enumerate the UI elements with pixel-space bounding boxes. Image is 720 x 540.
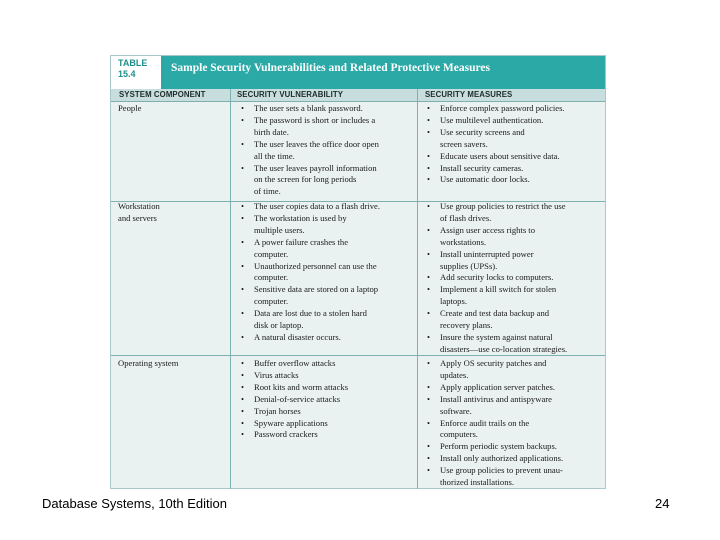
measure-item-text: Use multilevel authentication. — [440, 114, 544, 125]
measure-item — [425, 225, 603, 249]
measure-item-text: Insure the system against natural — [440, 331, 553, 342]
component-label-line: People — [118, 103, 142, 113]
bullet-icon: • — [427, 162, 431, 173]
measure-item — [425, 332, 603, 356]
measure-item-text: Use group policies to prevent unau- — [440, 465, 563, 476]
component-label-line: Workstation — [118, 201, 160, 211]
bullet-icon: • — [241, 308, 245, 319]
measure-item-text: Enforce audit trails on the — [440, 417, 530, 428]
vulnerability-item-text: A natural disaster occurs. — [254, 331, 341, 342]
measure-item-text: laptops. — [440, 296, 467, 307]
measure-item-text: supplies (UPSs). — [440, 260, 498, 271]
measure-item-text: Use security screens and — [440, 126, 525, 137]
vulnerability-item-text: The workstation is used by — [254, 212, 347, 223]
bullet-icon: • — [427, 272, 431, 283]
vulnerability-item — [239, 406, 415, 418]
vulnerability-item — [239, 418, 415, 430]
bullet-icon: • — [241, 331, 245, 342]
bullet-icon: • — [241, 381, 245, 392]
footer-book-title: Database Systems, 10th Edition — [42, 496, 227, 511]
component-label-line: Operating system — [118, 358, 179, 368]
vulnerability-item-text: Data are lost due to a stolen hard — [254, 308, 367, 319]
column-header-measures: SECURITY MEASURES — [425, 90, 513, 99]
bullet-icon: • — [241, 212, 245, 223]
bullet-icon: • — [427, 441, 431, 452]
vulnerability-item-text: The password is short or includes a — [254, 114, 376, 125]
vulnerability-item-text: A power failure crashes the — [254, 236, 349, 247]
row-people-vulnerabilities — [239, 103, 415, 198]
measure-item — [425, 418, 603, 442]
security-table — [110, 55, 606, 489]
row-os-vulnerabilities — [239, 358, 415, 441]
bullet-icon: • — [427, 393, 431, 404]
measure-item-text: screen savers. — [440, 138, 488, 149]
vulnerability-item-list — [239, 103, 415, 198]
table-number-value: 15.4 — [118, 69, 136, 79]
page-number: 24 — [655, 496, 670, 511]
vulnerability-item — [239, 139, 415, 163]
measure-item — [425, 201, 603, 225]
measure-item — [425, 382, 603, 394]
measure-item-text: Apply OS security patches and — [440, 358, 547, 368]
vulnerability-item — [239, 284, 415, 308]
column-header-row — [111, 89, 605, 102]
row-workstation-component — [118, 201, 226, 225]
measure-item-text: Implement a kill switch for stolen — [440, 284, 557, 295]
bullet-icon: • — [427, 201, 431, 211]
row-workstation-measures — [425, 201, 603, 356]
row-workstation-vulnerabilities — [239, 201, 415, 344]
measure-item-text: Install uninterrupted power — [440, 248, 534, 259]
measure-item-text: recovery plans. — [440, 320, 493, 331]
measure-item — [425, 308, 603, 332]
vulnerability-item — [239, 358, 415, 370]
vulnerability-item — [239, 103, 415, 115]
measure-item-text: Install security cameras. — [440, 162, 524, 173]
measure-item — [425, 115, 603, 127]
bullet-icon: • — [427, 284, 431, 295]
vulnerability-item-text: all the time. — [254, 150, 295, 161]
bullet-icon: • — [427, 114, 431, 125]
vulnerability-item-text: Unauthorized personnel can use the — [254, 260, 377, 271]
column-divider — [417, 89, 418, 489]
measure-item — [425, 249, 603, 273]
bullet-icon: • — [427, 381, 431, 392]
measure-item-text: thorized installations. — [440, 477, 514, 488]
row-people-measures — [425, 103, 603, 186]
measure-item — [425, 127, 603, 151]
measure-item-text: Install antivirus and antispyware — [440, 393, 552, 404]
measure-item-list — [425, 103, 603, 186]
row-os-component — [118, 358, 226, 370]
measure-item-text: Add security locks to computers. — [440, 272, 554, 283]
vulnerability-item-text: computer. — [254, 248, 289, 259]
vulnerability-item-text: The user leaves payroll information — [254, 162, 377, 173]
vulnerability-item-text: Denial-of-service attacks — [254, 393, 341, 404]
measure-item-text: Enforce complex password policies. — [440, 103, 565, 113]
table-number — [111, 56, 161, 89]
measure-item-list — [425, 201, 603, 356]
vulnerability-item-list — [239, 201, 415, 344]
bullet-icon: • — [427, 465, 431, 476]
vulnerability-item-text: computer. — [254, 272, 289, 283]
vulnerability-item-text: Password crackers — [254, 429, 318, 440]
bullet-icon: • — [427, 126, 431, 137]
vulnerability-item — [239, 429, 415, 441]
measure-item-text: Install only authorized applications. — [440, 453, 564, 464]
column-header-vulnerability: SECURITY VULNERABILITY — [237, 90, 344, 99]
measure-item-text: Educate users about sensitive data. — [440, 150, 560, 161]
bullet-icon: • — [241, 369, 245, 380]
vulnerability-item — [239, 382, 415, 394]
bullet-icon: • — [427, 417, 431, 428]
measure-item-text: Use automatic door locks. — [440, 174, 530, 185]
bullet-icon: • — [427, 358, 431, 368]
measure-item-text: Create and test data backup and — [440, 308, 550, 319]
bullet-icon: • — [241, 260, 245, 271]
vulnerability-item-text: The user leaves the office door open — [254, 138, 379, 149]
vulnerability-item-list — [239, 358, 415, 441]
bullet-icon: • — [427, 453, 431, 464]
table-title-bar — [111, 56, 605, 89]
vulnerability-item-text: Root kits and worm attacks — [254, 381, 349, 392]
measure-item — [425, 163, 603, 175]
table-number-label: TABLE — [118, 58, 148, 68]
table-title: Sample Security Vulnerabilities and Related Protective Measures — [171, 62, 490, 74]
row-people-component — [118, 103, 226, 115]
column-divider — [230, 89, 231, 489]
vulnerability-item — [239, 213, 415, 237]
column-header-component: SYSTEM COMPONENT — [119, 90, 206, 99]
bullet-icon: • — [427, 248, 431, 259]
bullet-icon: • — [241, 114, 245, 125]
vulnerability-item-text: Sensitive data are stored on a laptop — [254, 284, 379, 295]
bullet-icon: • — [241, 358, 245, 368]
bullet-icon: • — [241, 162, 245, 173]
bullet-icon: • — [427, 308, 431, 319]
vulnerability-item-text: The user sets a blank password. — [254, 103, 363, 113]
bullet-icon: • — [427, 150, 431, 161]
measure-item-text: updates. — [440, 369, 469, 380]
vulnerability-item — [239, 261, 415, 285]
measure-item — [425, 272, 603, 284]
measure-item-text: of flash drives. — [440, 212, 492, 223]
vulnerability-item — [239, 308, 415, 332]
bullet-icon: • — [241, 429, 245, 440]
measure-item — [425, 358, 603, 382]
bullet-icon: • — [427, 103, 431, 113]
measure-item-text: computers. — [440, 429, 478, 440]
vulnerability-item — [239, 370, 415, 382]
vulnerability-item-text: birth date. — [254, 126, 289, 137]
vulnerability-item-text: on the screen for long periods — [254, 174, 357, 185]
bullet-icon: • — [241, 201, 245, 211]
bullet-icon: • — [427, 174, 431, 185]
measure-item — [425, 465, 603, 489]
measure-item-text: software. — [440, 405, 472, 416]
measure-item — [425, 174, 603, 186]
vulnerability-item — [239, 115, 415, 139]
measure-item — [425, 453, 603, 465]
measure-item — [425, 441, 603, 453]
bullet-icon: • — [241, 393, 245, 404]
vulnerability-item-text: computer. — [254, 296, 289, 307]
vulnerability-item-text: Buffer overflow attacks — [254, 358, 336, 368]
measure-item-text: Apply application server patches. — [440, 381, 556, 392]
vulnerability-item-text: multiple users. — [254, 224, 305, 235]
measure-item — [425, 394, 603, 418]
bullet-icon: • — [241, 236, 245, 247]
component-label-line: and servers — [118, 212, 157, 223]
vulnerability-item-text: The user copies data to a flash drive. — [254, 201, 380, 211]
measure-item-text: workstations. — [440, 236, 487, 247]
measure-item — [425, 103, 603, 115]
vulnerability-item-text: Spyware applications — [254, 417, 328, 428]
vulnerability-item — [239, 332, 415, 344]
bullet-icon: • — [241, 103, 245, 113]
vulnerability-item — [239, 237, 415, 261]
measure-item-text: Use group policies to restrict the use — [440, 201, 566, 211]
bullet-icon: • — [241, 417, 245, 428]
vulnerability-item-text: Virus attacks — [254, 369, 299, 380]
measure-item-text: Assign user access rights to — [440, 224, 535, 235]
measure-item-text: Perform periodic system backups. — [440, 441, 557, 452]
vulnerability-item — [239, 394, 415, 406]
vulnerability-item-text: disk or laptop. — [254, 320, 304, 331]
vulnerability-item — [239, 163, 415, 199]
bullet-icon: • — [241, 284, 245, 295]
vulnerability-item-text: of time. — [254, 186, 281, 197]
vulnerability-item-text: Trojan horses — [254, 405, 301, 416]
bullet-icon: • — [241, 138, 245, 149]
measure-item-list — [425, 358, 603, 489]
row-os-measures — [425, 358, 603, 489]
measure-item — [425, 284, 603, 308]
measure-item — [425, 151, 603, 163]
vulnerability-item — [239, 201, 415, 213]
bullet-icon: • — [241, 405, 245, 416]
measure-item-text: disasters—use co-location strategies. — [440, 343, 568, 354]
bullet-icon: • — [427, 331, 431, 342]
bullet-icon: • — [427, 224, 431, 235]
